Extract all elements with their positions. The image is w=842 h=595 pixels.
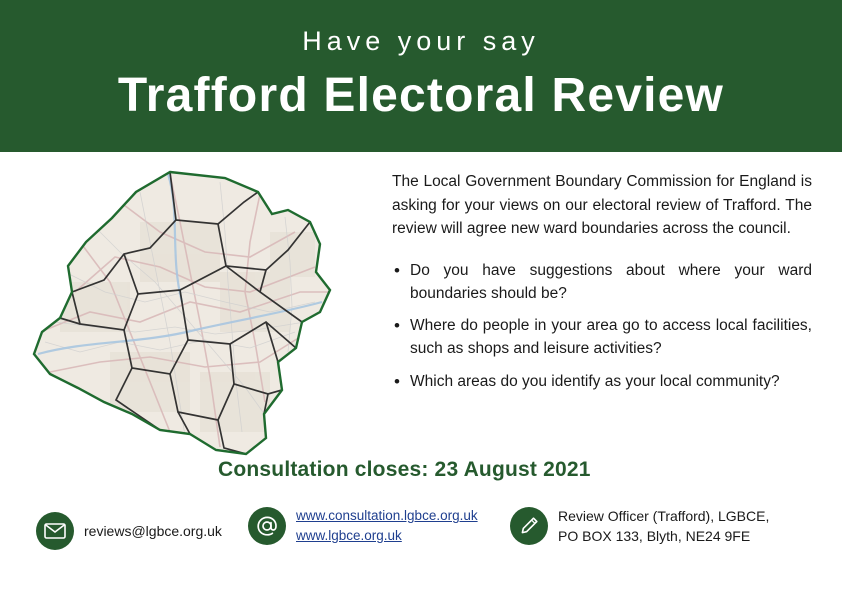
lgbce-url[interactable]: www.lgbce.org.uk <box>296 527 402 543</box>
postal-line-1: Review Officer (Trafford), LGBCE, <box>558 508 770 524</box>
intro-paragraph: The Local Government Boundary Commission for England is asking for your views on our electoral review of Trafford. The review will agree new ward boundaries across the council. <box>392 173 812 238</box>
envelope-icon <box>36 512 74 550</box>
postal-line-2: PO BOX 133, Blyth, NE24 9FE <box>558 528 751 545</box>
trafford-boundary-map <box>20 162 370 472</box>
body-copy <box>392 170 812 402</box>
list-item: • Do you have suggestions about where your ward boundaries should be? <box>392 259 812 306</box>
contact-web <box>248 506 478 545</box>
header-kicker: Have your say <box>302 26 540 56</box>
contact-email-text: reviews@lgbce.org.uk <box>84 522 222 539</box>
contact-email <box>36 512 222 550</box>
page-title: Trafford Electoral Review <box>117 69 725 122</box>
footer-contacts <box>0 500 842 595</box>
list-item: • Which areas do you identify as your local community? <box>392 370 812 393</box>
pen-icon <box>510 507 548 545</box>
contact-web-links <box>296 506 478 545</box>
list-item: • Where do people in your area go to access local facilities, such as shops and leisure activities? <box>392 314 812 361</box>
contact-postal-address <box>510 506 769 547</box>
header-band <box>0 0 842 152</box>
questions-list <box>392 259 812 393</box>
consultation-url[interactable]: www.consultation.lgbce.org.uk <box>296 508 478 523</box>
at-sign-icon <box>248 507 286 545</box>
consultation-closing-date: Consultation closes: 23 August 2021 <box>218 458 591 481</box>
postal-address-text <box>558 506 769 547</box>
